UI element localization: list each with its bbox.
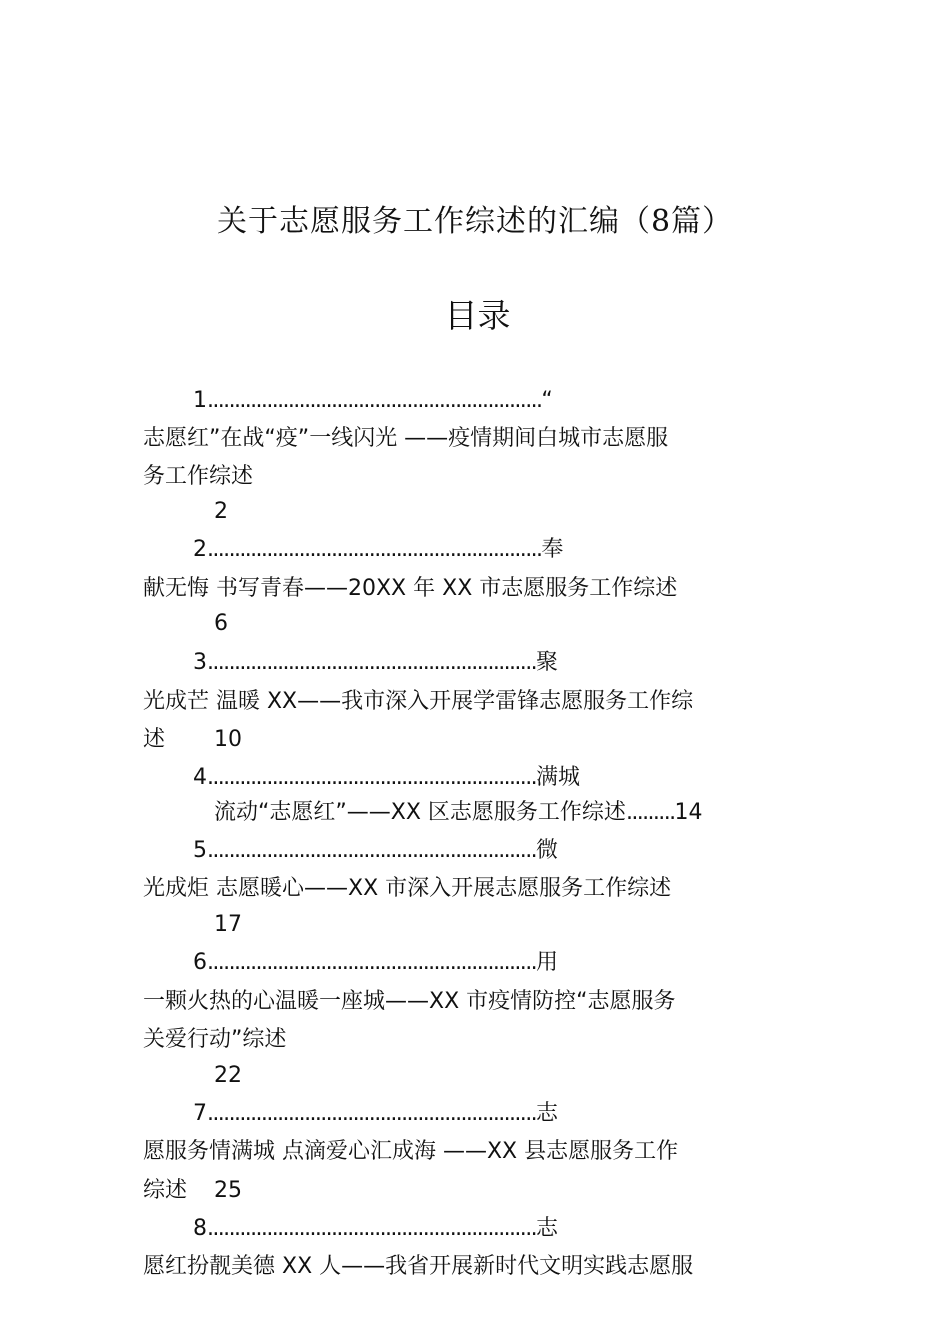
- toc-entry-2-line: 献无悔 书写青春——20XX 年 XX 市志愿服务工作综述: [143, 576, 678, 601]
- toc-entry-6-line: 关爱行动”综述: [143, 1027, 287, 1052]
- toc-entry-number: 8: [193, 1216, 207, 1241]
- toc-entry-number: 3: [193, 650, 207, 675]
- toc-entry-3-head[interactable]: [193, 648, 558, 678]
- toc-entry-number: 7: [193, 1101, 207, 1126]
- toc-entry-number: 6: [193, 950, 207, 975]
- toc-entry-4-page: 14: [674, 800, 703, 825]
- toc-entry-6-page[interactable]: 22: [214, 1063, 242, 1088]
- toc-entry-5-head[interactable]: [193, 836, 558, 866]
- toc-entry-5-page[interactable]: 17: [214, 912, 242, 937]
- toc-entry-2-head[interactable]: [193, 535, 563, 565]
- toc-entry-2-page[interactable]: 6: [214, 611, 228, 636]
- toc-entry-3-line: 述: [143, 727, 166, 752]
- dot-leader: .............................................................: [207, 1101, 536, 1126]
- toc-entry-7-line: 综述: [143, 1178, 188, 1203]
- toc-entry-7-page[interactable]: 25: [214, 1178, 242, 1203]
- toc-entry-8-line: 愿红扮靓美德 XX 人——我省开展新时代文明实践志愿服: [143, 1254, 694, 1279]
- toc-entry-4-head[interactable]: [193, 763, 580, 793]
- toc-entry-tail: 志: [535, 1216, 558, 1241]
- dot-leader: .............................................................: [207, 650, 536, 675]
- toc-entry-3-line: 光成芒 温暖 XX——我市深入开展学雷锋志愿服务工作综: [143, 689, 694, 714]
- toc-entry-5-line: 光成炬 志愿暖心——XX 市深入开展志愿服务工作综述: [143, 876, 672, 901]
- dot-leader: .........: [625, 800, 675, 825]
- toc-entry-7-head[interactable]: [193, 1099, 558, 1129]
- toc-entry-number: 2: [193, 537, 207, 562]
- toc-entry-tail: 奉: [541, 537, 564, 562]
- toc-entry-7-line: 愿服务情满城 点滴爱心汇成海 ——XX 县志愿服务工作: [143, 1139, 679, 1164]
- dot-leader: .............................................................: [207, 1216, 536, 1241]
- toc-entry-tail: 志: [535, 1101, 558, 1126]
- toc-entry-4-line[interactable]: [214, 798, 702, 828]
- toc-entry-tail: 满城: [535, 765, 580, 790]
- toc-entry-6-head[interactable]: [193, 948, 558, 978]
- toc-entry-tail: 聚: [535, 650, 558, 675]
- toc-heading: 目录: [444, 296, 511, 335]
- dot-leader: ..............................................................: [207, 537, 542, 562]
- toc-entry-6-line: 一颗火热的心温暖一座城——XX 市疫情防控“志愿服务: [143, 989, 676, 1014]
- toc-entry-number: 5: [193, 838, 207, 863]
- dot-leader: .............................................................: [207, 950, 536, 975]
- toc-entry-1-head[interactable]: [193, 386, 553, 416]
- document-title: 关于志愿服务工作综述的汇编（8篇）: [216, 204, 734, 239]
- dot-leader: .............................................................: [207, 765, 536, 790]
- toc-entry-number: 4: [193, 765, 207, 790]
- toc-entry-number: 1: [193, 388, 207, 413]
- dot-leader: .............................................................: [207, 838, 536, 863]
- toc-entry-tail: 用: [535, 950, 558, 975]
- toc-entry-title: 流动“志愿红”——XX 区志愿服务工作综述: [214, 800, 626, 825]
- toc-entry-1-page[interactable]: 2: [214, 499, 228, 524]
- toc-entry-1-line: 务工作综述: [143, 464, 254, 489]
- toc-entry-tail: 微: [535, 838, 558, 863]
- toc-entry-1-line: 志愿红”在战“疫”一线闪光 ——疫情期间白城市志愿服: [143, 426, 669, 451]
- toc-entry-3-page[interactable]: 10: [214, 727, 242, 752]
- dot-leader: ..............................................................: [207, 388, 542, 413]
- toc-entry-8-head[interactable]: [193, 1214, 558, 1244]
- toc-entry-tail: “: [541, 388, 553, 413]
